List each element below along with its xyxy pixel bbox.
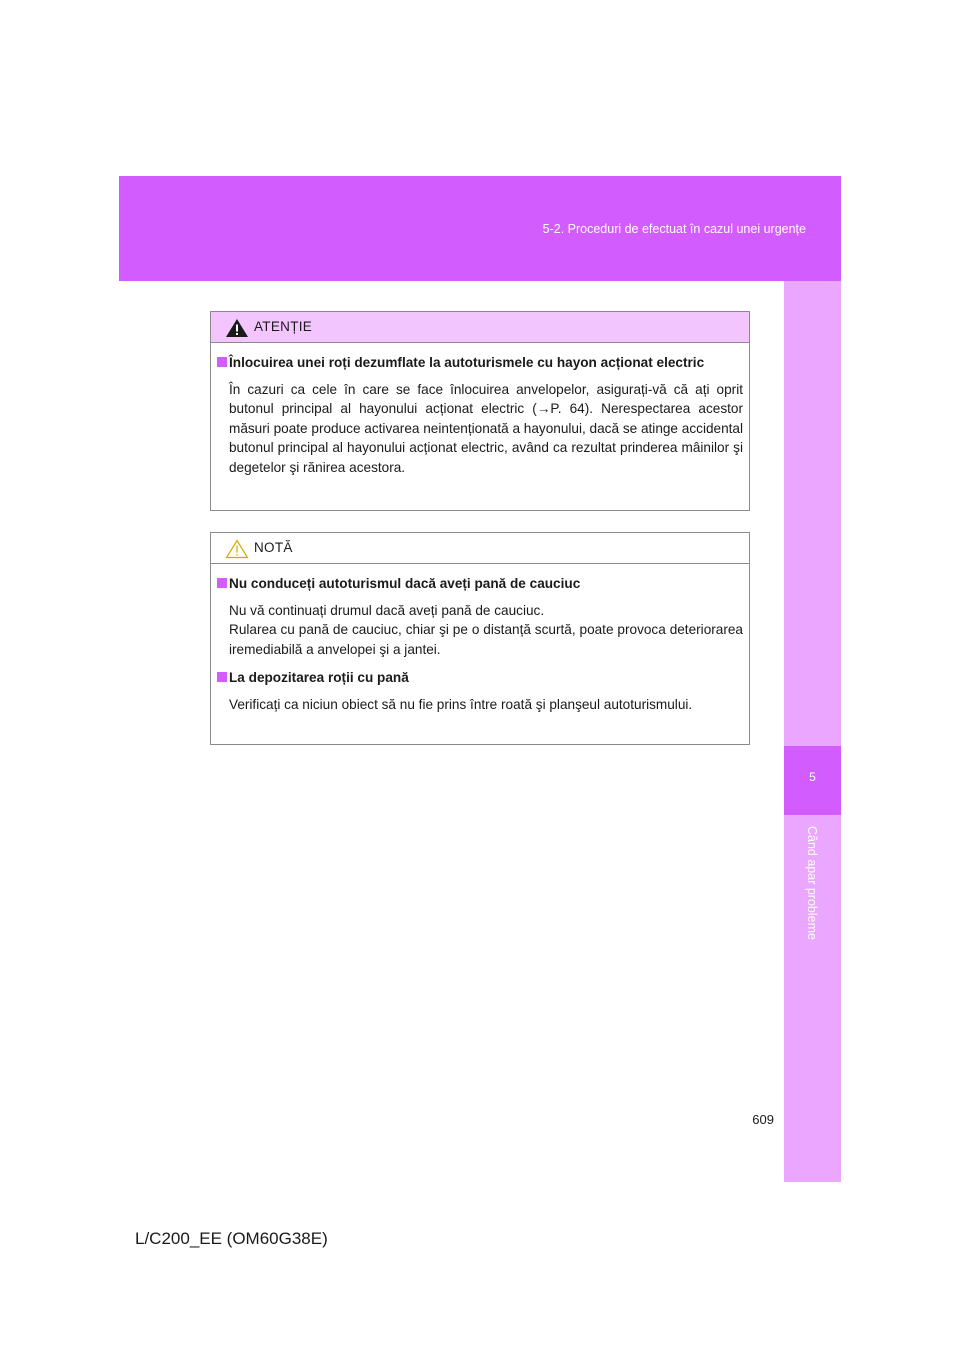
warning-item-text	[217, 380, 743, 478]
chapter-header-band	[119, 176, 841, 281]
note-box	[210, 532, 750, 745]
page-number: 609	[752, 1112, 774, 1127]
square-bullet-icon	[217, 357, 227, 367]
note-item-text	[217, 601, 743, 660]
square-bullet-icon	[217, 672, 227, 682]
note-item-line: Rularea cu pană de cauciuc, chiar şi pe o distanță scurtă, poate provoca deteriorarea iremediabilă a anvelopei şi a jantei.	[229, 622, 743, 657]
note-item-title-text: Nu conduceți autoturismul dacă aveți pană de cauciuc	[229, 576, 581, 591]
note-item-title	[217, 668, 743, 688]
note-item-line: Nu vă continuați drumul dacă aveți pană de cauciuc.	[229, 602, 545, 618]
section-title: 5-2. Proceduri de efectuat în cazul unei urgențe	[542, 222, 806, 236]
square-bullet-icon	[217, 578, 227, 588]
note-item-title	[217, 574, 743, 594]
caution-triangle-outline-icon	[225, 539, 249, 559]
warning-item-paragraph: În cazuri ca cele în care se face înlocuirea anvelopelor, asigurați-vă că ați oprit butonul principal al hayonului acționat electric (→P. 64). Nerespectarea acestor măsuri poate produce activarea neintenționată a hayonului, dacă se atinge accidental butonul principal al hayonului acționat electric, având ca rezultat prinderea mâinilor şi degetelor şi rănirea acestora.	[229, 381, 743, 475]
warning-box	[210, 311, 750, 511]
note-item-title-text: La depozitarea roții cu pană	[229, 670, 409, 685]
note-box-header	[211, 533, 749, 564]
chapter-tab	[784, 746, 841, 815]
note-item-text	[217, 695, 743, 715]
note-label: NOTĂ	[254, 540, 293, 555]
warning-item-title	[217, 353, 743, 373]
footer-manual-code: L/C200_EE (OM60G38E)	[135, 1229, 328, 1248]
warning-box-header	[211, 312, 749, 343]
note-item-line: Verificați ca niciun obiect să nu fie prins între roată şi planşeul autoturismului.	[229, 696, 693, 712]
warning-triangle-filled-icon	[225, 318, 249, 338]
chapter-number: 5	[809, 770, 816, 784]
warning-label: ATENȚIE	[254, 319, 313, 334]
chapter-title	[784, 826, 841, 986]
warning-item-title-text: Înlocuirea unei roți dezumflate la autoturismele cu hayon acționat electric	[229, 355, 705, 370]
side-strip	[784, 281, 841, 1182]
chapter-title-text: Când apar probleme	[805, 826, 819, 940]
